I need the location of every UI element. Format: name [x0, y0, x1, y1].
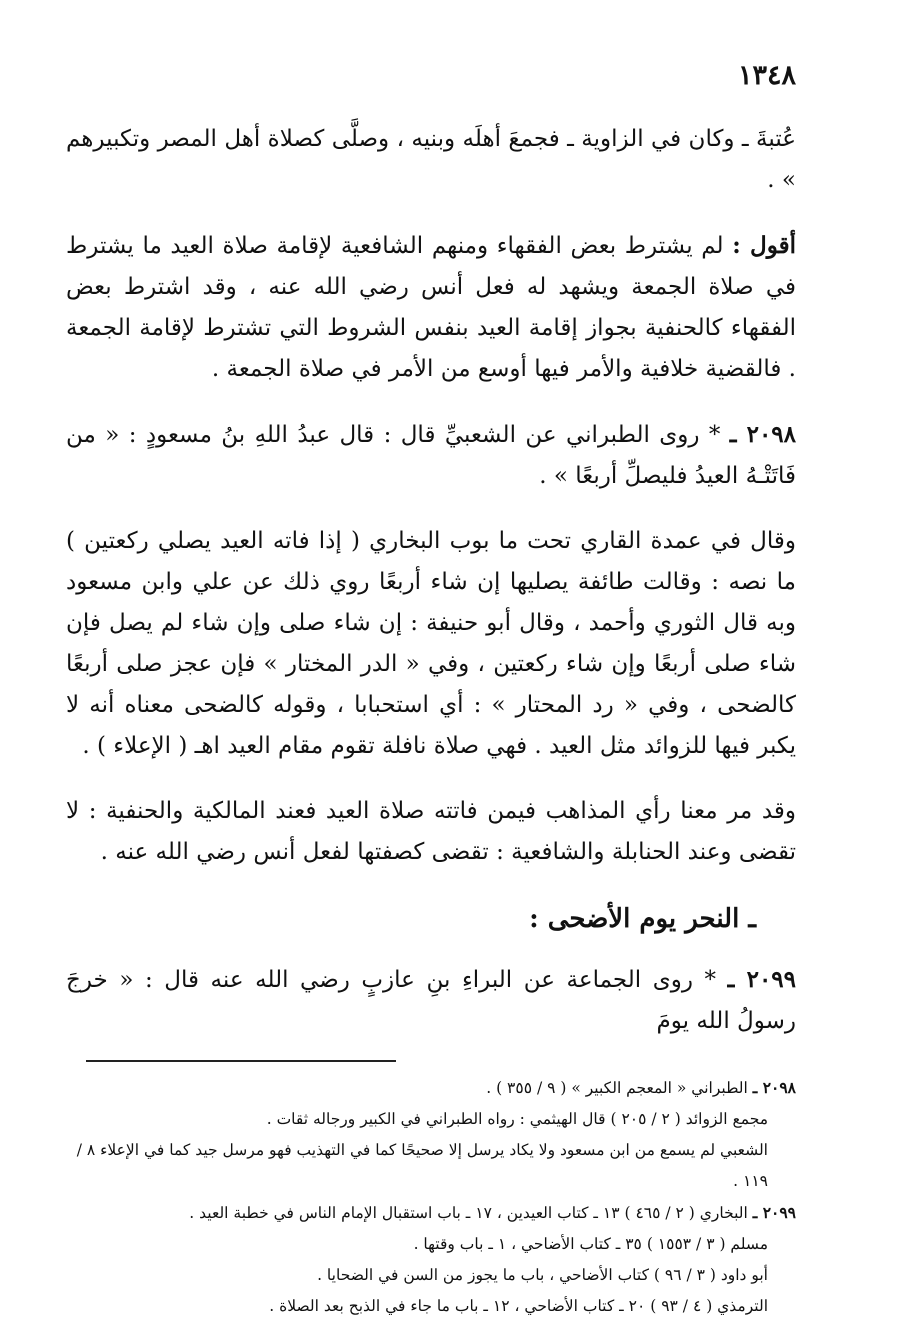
book-page	[66, 60, 796, 1322]
footnote-line: مجمع الزوائد ( ٢ / ٢٠٥ ) قال الهيثمي : رواه الطبراني في الكبير ورجاله ثقات .	[266, 1110, 768, 1128]
footnote-line: مسلم ( ٣ / ١٥٥٣ ) ٣٥ ـ كتاب الأضاحي ، ١ ـ باب وقتها .	[413, 1235, 768, 1253]
paragraph-text: لم يشترط بعض الفقهاء ومنهم الشافعية لإقامة صلاة العيد ما يشترط في صلاة الجمعة ويشهد له فعل أنس رضي الله عنه ، وقد اشترط بعض الفقهاء كالحنفية بجواز إقامة العيد بنفس الشروط التي تشترط لإقامة الجمعة . فالقضية خلافية والأمر فيها أوسع من الأمر في صلاة الجمعة .	[66, 233, 796, 382]
footnote-2098	[66, 1072, 796, 1104]
hadith-text: * روى الجماعة عن البراءِ بنِ عازبٍ رضي الله عنه قال : « خرجَ رسولُ الله يومَ	[66, 967, 796, 1034]
footnotes	[66, 1072, 796, 1322]
paragraph-umdat-al-qari	[66, 521, 796, 767]
hadith-number: ٢٠٩٨ ـ	[729, 421, 797, 448]
hadith-text: * روى الطبراني عن الشعبيِّ قال : قال عبدُ اللهِ بنُ مسعودٍ : « من فَاتَتْـهُ العيدُ فليصلِّ أربعًا » .	[66, 422, 796, 489]
footnote-2099	[66, 1197, 796, 1229]
paragraph-text: وقال في عمدة القاري تحت ما بوب البخاري ( إذا فاته العيد يصلي ركعتين ) ما نصه : وقالت طائفة يصليها إن شاء أربعًا روي ذلك عن علي وابن مسعود وبه قال الثوري وأحمد ، وقال أبو حنيفة : إن شاء صلى وإن شاء لم يصل فإن شاء صلى أربعًا وإن شاء ركعتين ، وفي « الدر المختار » فإن عجز صلى أربعًا كالضحى ، وفي « رد المحتار » : أي استحبابا ، وقوله كالضحى معناه أنه لا يكبر فيها للزوائد مثل العيد . فهي صلاة نافلة تقوم مقام العيد اهـ ( الإعلاء ) .	[66, 528, 796, 759]
paragraph-lead: أقول :	[732, 232, 796, 259]
paragraph-text: وقد مر معنا رأي المذاهب فيمن فاتته صلاة العيد فعند المالكية والحنفية : لا تقضى وعند الحنابلة والشافعية : تقضى كصفتها لفعل أنس رضي الله عنه .	[66, 798, 796, 865]
footnote-number: ٢٠٩٩ ـ	[752, 1203, 796, 1222]
footnote-line: أبو داود ( ٣ / ٩٦ ) كتاب الأضاحي ، باب ما يجوز من السن في الضحايا .	[317, 1266, 768, 1284]
footnote-text: الطبراني « المعجم الكبير » ( ٩ / ٣٥٥ ) .	[486, 1079, 753, 1097]
footnote-text: البخاري ( ٢ / ٤٦٥ ) ١٣ ـ كتاب العيدين ، ١٧ ـ باب استقبال الإمام الناس في خطبة العيد .	[189, 1204, 753, 1222]
paragraph-text: عُتبةَ ـ وكان في الزاوية ـ فجمعَ أهلَه وبنيه ، وصلَّى كصلاة أهل المصر وتكبيرهم » .	[66, 126, 796, 193]
section-heading: ـ النحر يوم الأضحى :	[529, 904, 756, 934]
footnote-line: الترمذي ( ٤ / ٩٣ ) ٢٠ ـ كتاب الأضاحي ، ١٢ ـ باب ما جاء في الذبح بعد الصلاة .	[269, 1297, 768, 1315]
paragraph-continuation	[66, 119, 796, 201]
hadith-2099	[66, 959, 796, 1042]
paragraph-aqool	[66, 225, 796, 390]
footnote-number: ٢٠٩٨ ـ	[752, 1078, 796, 1097]
page-number: ١٣٤٨	[737, 60, 796, 91]
hadith-2098	[66, 414, 796, 497]
footnote-line: الشعبي لم يسمع من ابن مسعود ولا يكاد يرسل إلا صحيحًا كما في التهذيب فهو مرسل جيد كما في الإعلاء ٨ / ١١٩ .	[76, 1141, 768, 1190]
footnote-divider	[86, 1060, 396, 1062]
hadith-number: ٢٠٩٩ ـ	[727, 966, 797, 993]
paragraph-madhahib	[66, 791, 796, 873]
